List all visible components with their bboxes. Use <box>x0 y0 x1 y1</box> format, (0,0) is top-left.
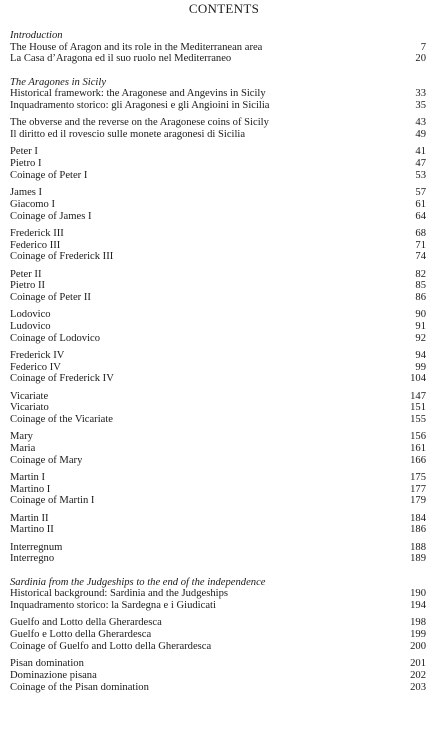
toc-entry[interactable] <box>10 321 426 333</box>
entry-page-number: 61 <box>415 198 426 210</box>
entry-page-number: 155 <box>410 414 426 426</box>
toc-entry[interactable] <box>10 484 426 496</box>
entry-page-number: 85 <box>415 280 426 292</box>
entry-title: Coinage of the Pisan domination <box>10 681 149 693</box>
entry-group <box>10 391 426 426</box>
entry-page-number: 104 <box>410 373 426 385</box>
entry-page-number: 156 <box>410 431 426 443</box>
toc-entry[interactable] <box>10 333 426 345</box>
entry-title: Giacomo I <box>10 198 56 210</box>
entry-title: Martin II <box>10 512 49 524</box>
entry-title: Vicariato <box>10 402 49 414</box>
entry-page-number: 86 <box>415 291 426 303</box>
toc-entry[interactable] <box>10 443 426 455</box>
entry-title: Coinage of Frederick III <box>10 251 114 263</box>
entry-title: Coinage of Lodovico <box>10 332 101 344</box>
entry-page-number: 179 <box>410 495 426 507</box>
toc-entry[interactable] <box>10 42 426 54</box>
toc-section <box>10 77 426 565</box>
toc-entry[interactable] <box>10 280 426 292</box>
entry-page-number: 68 <box>415 227 426 239</box>
toc-entry[interactable] <box>10 682 426 694</box>
toc-entry[interactable] <box>10 88 426 100</box>
entry-page-number: 194 <box>410 600 426 612</box>
entry-page-number: 200 <box>410 640 426 652</box>
toc-entry[interactable] <box>10 350 426 362</box>
entry-page-number: 20 <box>415 53 426 65</box>
toc-entry[interactable] <box>10 414 426 426</box>
entry-page-number: 47 <box>415 158 426 170</box>
entry-page-number: 184 <box>410 512 426 524</box>
entry-title: La Casa d’Aragona ed il suo ruolo nel Mediterraneo <box>10 53 232 65</box>
entry-title: Inquadramento storico: gli Aragonesi e gli Angioini in Sicilia <box>10 100 270 112</box>
entry-page-number: 151 <box>410 402 426 414</box>
toc-entry[interactable] <box>10 373 426 385</box>
toc-entry[interactable] <box>10 117 426 129</box>
entry-title: Pietro II <box>10 280 46 292</box>
entry-page-number: 203 <box>410 681 426 693</box>
entry-group <box>10 431 426 466</box>
toc-entry[interactable] <box>10 100 426 112</box>
toc-entry[interactable] <box>10 513 426 525</box>
entry-title: Frederick III <box>10 227 64 239</box>
entry-title: Peter I <box>10 146 38 158</box>
toc-entry[interactable] <box>10 402 426 414</box>
entry-title: Coinage of Frederick IV <box>10 373 114 385</box>
entry-page-number: 175 <box>410 472 426 484</box>
toc-entry[interactable] <box>10 617 426 629</box>
entry-page-number: 188 <box>410 541 426 553</box>
entry-page-number: 94 <box>415 349 426 361</box>
entry-title: Federico IV <box>10 361 61 373</box>
entry-page-number: 92 <box>415 332 426 344</box>
entry-title: Martin I <box>10 472 46 484</box>
entry-page-number: 202 <box>410 669 426 681</box>
toc-entry[interactable] <box>10 641 426 653</box>
entry-page-number: 147 <box>410 390 426 402</box>
entry-title: Coinage of Martin I <box>10 495 95 507</box>
entry-page-number: 74 <box>415 251 426 263</box>
entry-page-number: 53 <box>415 169 426 181</box>
entry-title: Dominazione pisana <box>10 669 97 681</box>
entry-title: Pietro I <box>10 158 42 170</box>
toc-entry[interactable] <box>10 292 426 304</box>
entry-group <box>10 350 426 385</box>
entry-group <box>10 146 426 181</box>
entry-title: Interregno <box>10 553 55 565</box>
entry-group <box>10 42 426 65</box>
toc-entry[interactable] <box>10 600 426 612</box>
entry-page-number: 82 <box>415 268 426 280</box>
entry-title: Guelfo e Lotto della Gherardesca <box>10 629 152 641</box>
table-of-contents <box>10 30 426 699</box>
entry-title: Peter II <box>10 268 42 280</box>
section-heading: The Aragones in Sicily <box>10 76 107 88</box>
toc-entry[interactable] <box>10 524 426 536</box>
toc-entry[interactable] <box>10 362 426 374</box>
entry-page-number: 41 <box>415 146 426 158</box>
entry-title: Martino II <box>10 524 54 536</box>
toc-entry[interactable] <box>10 455 426 467</box>
entry-group <box>10 309 426 344</box>
entry-title: Pisan domination <box>10 658 84 670</box>
page-title: CONTENTS <box>188 1 260 16</box>
entry-title: Coinage of Peter II <box>10 291 91 303</box>
entry-page-number: 99 <box>415 361 426 373</box>
toc-entry[interactable] <box>10 211 426 223</box>
toc-entry[interactable] <box>10 629 426 641</box>
toc-entry[interactable] <box>10 158 426 170</box>
entry-title: Historical framework: the Aragonese and Angevins in Sicily <box>10 88 266 100</box>
toc-entry[interactable] <box>10 170 426 182</box>
entry-group <box>10 187 426 222</box>
entry-page-number: 198 <box>410 617 426 629</box>
entry-group <box>10 228 426 263</box>
entry-title: Inquadramento storico: la Sardegna e i Giudicati <box>10 600 216 612</box>
entry-title: Ludovico <box>10 320 51 332</box>
entry-page-number: 186 <box>410 524 426 536</box>
toc-entry[interactable] <box>10 495 426 507</box>
entry-title: Martino I <box>10 483 51 495</box>
toc-section <box>10 30 426 65</box>
entry-title: Vicariate <box>10 390 49 402</box>
entry-page-number: 33 <box>415 88 426 100</box>
entry-page-number: 177 <box>410 483 426 495</box>
entry-page-number: 7 <box>420 41 426 53</box>
entry-title: Mary <box>10 431 33 443</box>
entry-title: Coinage of Guelfo and Lotto della Gherardesca <box>10 640 212 652</box>
entry-title: Maria <box>10 443 36 455</box>
toc-entry[interactable] <box>10 187 426 199</box>
section-heading: Introduction <box>10 30 63 41</box>
toc-entry[interactable] <box>10 542 426 554</box>
entry-page-number: 35 <box>415 100 426 112</box>
entry-page-number: 71 <box>415 239 426 251</box>
toc-entry[interactable] <box>10 391 426 403</box>
entry-page-number: 166 <box>410 454 426 466</box>
toc-entry[interactable] <box>10 472 426 484</box>
entry-title: The House of Aragon and its role in the Mediterranean area <box>10 41 263 53</box>
toc-entry[interactable] <box>10 431 426 443</box>
entry-group <box>10 472 426 507</box>
entry-group <box>10 88 426 111</box>
toc-entry[interactable] <box>10 240 426 252</box>
entry-title: Coinage of James I <box>10 210 92 222</box>
entry-page-number: 91 <box>415 320 426 332</box>
entry-title: Federico III <box>10 239 61 251</box>
toc-entry[interactable] <box>10 146 426 158</box>
entry-title: Guelfo and Lotto della Gherardesca <box>10 617 162 629</box>
toc-entry[interactable] <box>10 269 426 281</box>
toc-entry[interactable] <box>10 658 426 670</box>
entry-page-number: 43 <box>415 117 426 129</box>
toc-entry[interactable] <box>10 251 426 263</box>
entry-group <box>10 513 426 536</box>
section-heading: Sardinia from the Judgeships to the end of the independence <box>10 576 266 588</box>
entry-page-number: 161 <box>410 443 426 455</box>
entry-group <box>10 269 426 304</box>
toc-entry[interactable] <box>10 53 426 65</box>
entry-title: Interregnum <box>10 541 63 553</box>
entry-title: Il diritto ed il rovescio sulle monete aragonesi di Sicilia <box>10 129 246 141</box>
entry-group <box>10 117 426 140</box>
entry-page-number: 49 <box>415 129 426 141</box>
entry-title: Coinage of Peter I <box>10 169 88 181</box>
entry-group <box>10 588 426 611</box>
entry-page-number: 189 <box>410 553 426 565</box>
toc-entry[interactable] <box>10 553 426 565</box>
toc-entry[interactable] <box>10 588 426 600</box>
entry-title: Coinage of the Vicariate <box>10 414 114 426</box>
entry-page-number: 199 <box>410 629 426 641</box>
entry-title: James I <box>10 187 43 199</box>
entry-group <box>10 542 426 565</box>
entry-group <box>10 658 426 693</box>
toc-entry[interactable] <box>10 670 426 682</box>
entry-title: Historical background: Sardinia and the Judgeships <box>10 588 229 600</box>
entry-title: Frederick IV <box>10 349 65 361</box>
entry-page-number: 201 <box>410 658 426 670</box>
toc-entry[interactable] <box>10 129 426 141</box>
toc-section <box>10 577 426 694</box>
toc-entry[interactable] <box>10 228 426 240</box>
entry-title: Lodovico <box>10 309 51 321</box>
entry-page-number: 64 <box>415 210 426 222</box>
entry-title: Coinage of Mary <box>10 454 83 466</box>
entry-page-number: 57 <box>415 187 426 199</box>
entry-title: The obverse and the reverse on the Aragonese coins of Sicily <box>10 117 269 129</box>
toc-entry[interactable] <box>10 309 426 321</box>
entry-group <box>10 617 426 652</box>
entry-page-number: 90 <box>415 309 426 321</box>
entry-page-number: 190 <box>410 588 426 600</box>
toc-entry[interactable] <box>10 199 426 211</box>
